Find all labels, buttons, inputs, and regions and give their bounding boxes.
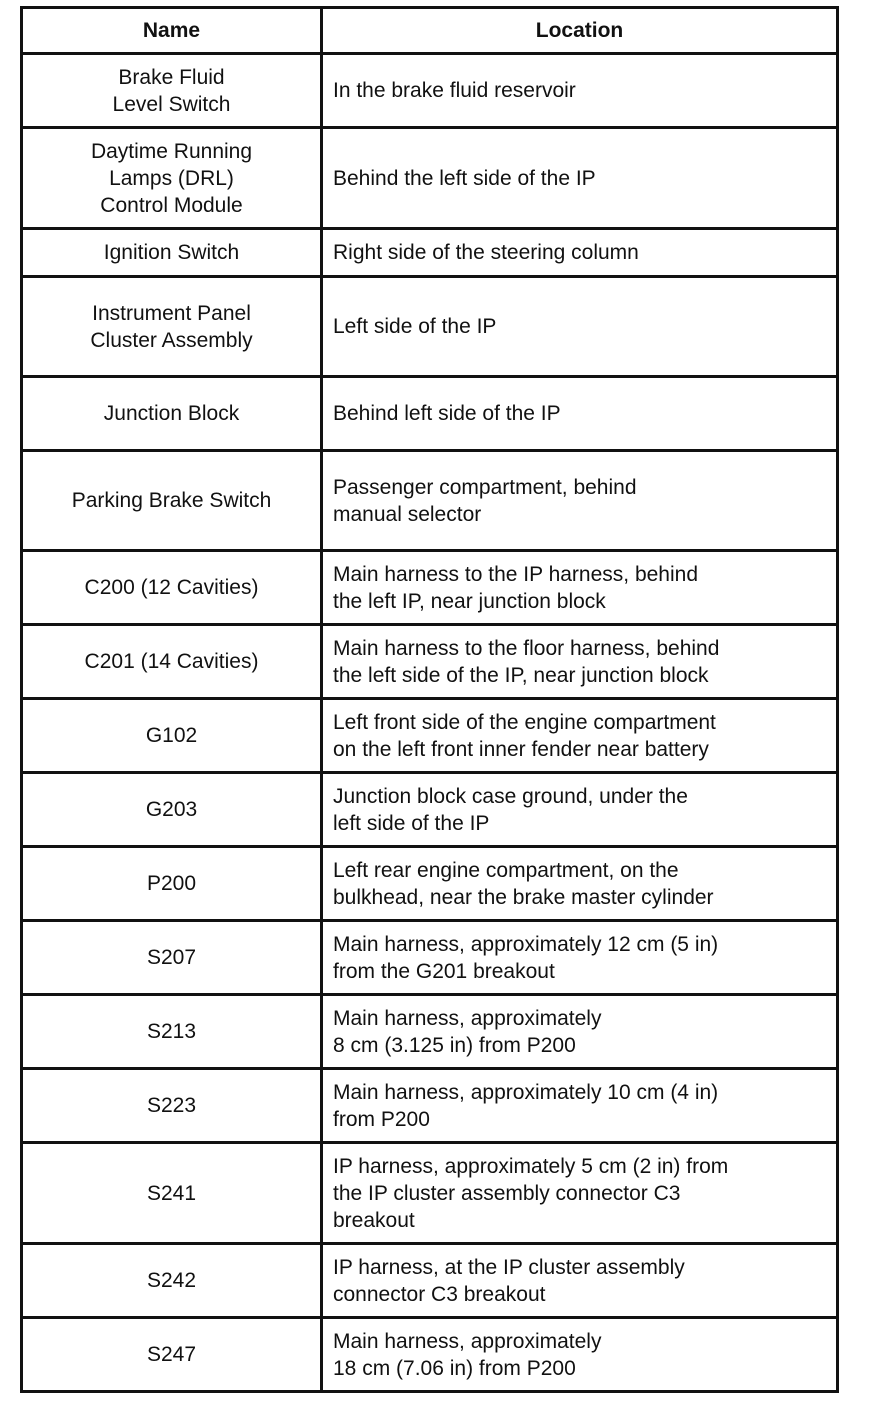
row-name: S241 xyxy=(146,1181,197,1205)
row-location: Main harness to the IP harness, behind the left IP, near junction block xyxy=(333,562,699,613)
table-row xyxy=(22,377,838,451)
row-location-cell xyxy=(322,699,838,773)
row-name-cell xyxy=(22,847,322,921)
row-location: Left side of the IP xyxy=(333,315,497,338)
row-name: Brake Fluid Level Switch xyxy=(112,65,231,116)
table-row xyxy=(22,625,838,699)
row-location-cell xyxy=(322,451,838,551)
row-name: P200 xyxy=(146,872,197,895)
row-location-cell xyxy=(322,773,838,847)
row-location: Main harness, approximately 10 cm (4 in) from P200 xyxy=(333,1080,719,1131)
table-row xyxy=(22,551,838,625)
table-row xyxy=(22,921,838,995)
row-location-cell xyxy=(322,1069,838,1143)
table-row xyxy=(22,1244,838,1318)
row-name-cell xyxy=(22,625,322,699)
row-location: Main harness, approximately 12 cm (5 in) from the G201 breakout xyxy=(333,932,719,983)
row-name-cell xyxy=(22,1069,322,1143)
table-row xyxy=(22,451,838,551)
row-location: Main harness to the floor harness, behind the left side of the IP, near junction block xyxy=(333,636,720,687)
row-name-cell xyxy=(22,377,322,451)
row-name: Daytime Running Lamps (DRL) Control Module xyxy=(90,139,253,217)
row-name: G102 xyxy=(145,724,198,747)
row-location-cell xyxy=(322,995,838,1069)
row-location-cell xyxy=(322,847,838,921)
row-name: S207 xyxy=(146,946,197,969)
row-location-cell xyxy=(322,1143,838,1244)
row-name: Instrument Panel Cluster Assembly xyxy=(90,302,253,352)
row-location: IP harness, approximately 5 cm (2 in) from the IP cluster assembly connector C3 breakout xyxy=(333,1154,729,1232)
row-name-cell xyxy=(22,229,322,277)
row-name: Parking Brake Switch xyxy=(71,489,272,512)
row-name-cell xyxy=(22,451,322,551)
row-name-cell xyxy=(22,921,322,995)
row-location: Right side of the steering column xyxy=(333,241,639,264)
table-row xyxy=(22,1318,838,1392)
row-name: C200 (12 Cavities) xyxy=(84,576,259,599)
row-location-cell xyxy=(322,128,838,229)
row-name: G203 xyxy=(145,798,198,821)
row-name-cell xyxy=(22,995,322,1069)
table-row xyxy=(22,229,838,277)
row-location-cell xyxy=(322,551,838,625)
row-location-cell xyxy=(322,921,838,995)
row-name-cell xyxy=(22,128,322,229)
row-name: S242 xyxy=(146,1269,197,1292)
row-location: Left rear engine compartment, on the bulkhead, near the brake master cylinder xyxy=(333,858,714,909)
row-location: In the brake fluid reservoir xyxy=(333,79,576,102)
row-name-cell xyxy=(22,1318,322,1392)
table-row xyxy=(22,277,838,377)
row-location-cell xyxy=(322,277,838,377)
row-location: Left front side of the engine compartment on the left front inner fender near battery xyxy=(333,710,716,761)
row-name: C201 (14 Cavities) xyxy=(84,650,259,673)
row-name-cell xyxy=(22,1143,322,1244)
table-row xyxy=(22,1069,838,1143)
row-name: S213 xyxy=(146,1020,197,1043)
row-name-cell xyxy=(22,277,322,377)
column-header-name: Name xyxy=(22,8,322,54)
table-row xyxy=(22,773,838,847)
row-name-cell xyxy=(22,773,322,847)
row-name: S223 xyxy=(146,1094,197,1117)
row-name-cell xyxy=(22,1244,322,1318)
table-row xyxy=(22,847,838,921)
row-location: Behind the left side of the IP xyxy=(333,166,596,190)
table-row xyxy=(22,1143,838,1244)
table-row xyxy=(22,128,838,229)
row-location: Behind left side of the IP xyxy=(333,402,561,425)
table-row xyxy=(22,995,838,1069)
table-row xyxy=(22,699,838,773)
row-name: Ignition Switch xyxy=(103,241,240,264)
row-name: S247 xyxy=(146,1343,197,1366)
column-header-location: Location xyxy=(322,8,838,54)
row-name: Junction Block xyxy=(103,402,240,425)
row-location: Main harness, approximately 8 cm (3.125 in) from P200 xyxy=(333,1006,602,1057)
header-row xyxy=(22,8,838,54)
row-location-cell xyxy=(322,229,838,277)
row-location-cell xyxy=(322,54,838,128)
row-name-cell xyxy=(22,551,322,625)
table-row xyxy=(22,54,838,128)
row-location: Passenger compartment, behind manual selector xyxy=(333,475,637,526)
row-location: IP harness, at the IP cluster assembly connector C3 breakout xyxy=(333,1255,685,1306)
row-location: Junction block case ground, under the left side of the IP xyxy=(333,784,688,835)
row-name-cell xyxy=(22,699,322,773)
row-location: Main harness, approximately 18 cm (7.06 in) from P200 xyxy=(333,1329,602,1380)
row-name-cell xyxy=(22,54,322,128)
row-location-cell xyxy=(322,377,838,451)
row-location-cell xyxy=(322,625,838,699)
row-location-cell xyxy=(322,1318,838,1392)
row-location-cell xyxy=(322,1244,838,1318)
component-location-table xyxy=(20,6,839,1393)
